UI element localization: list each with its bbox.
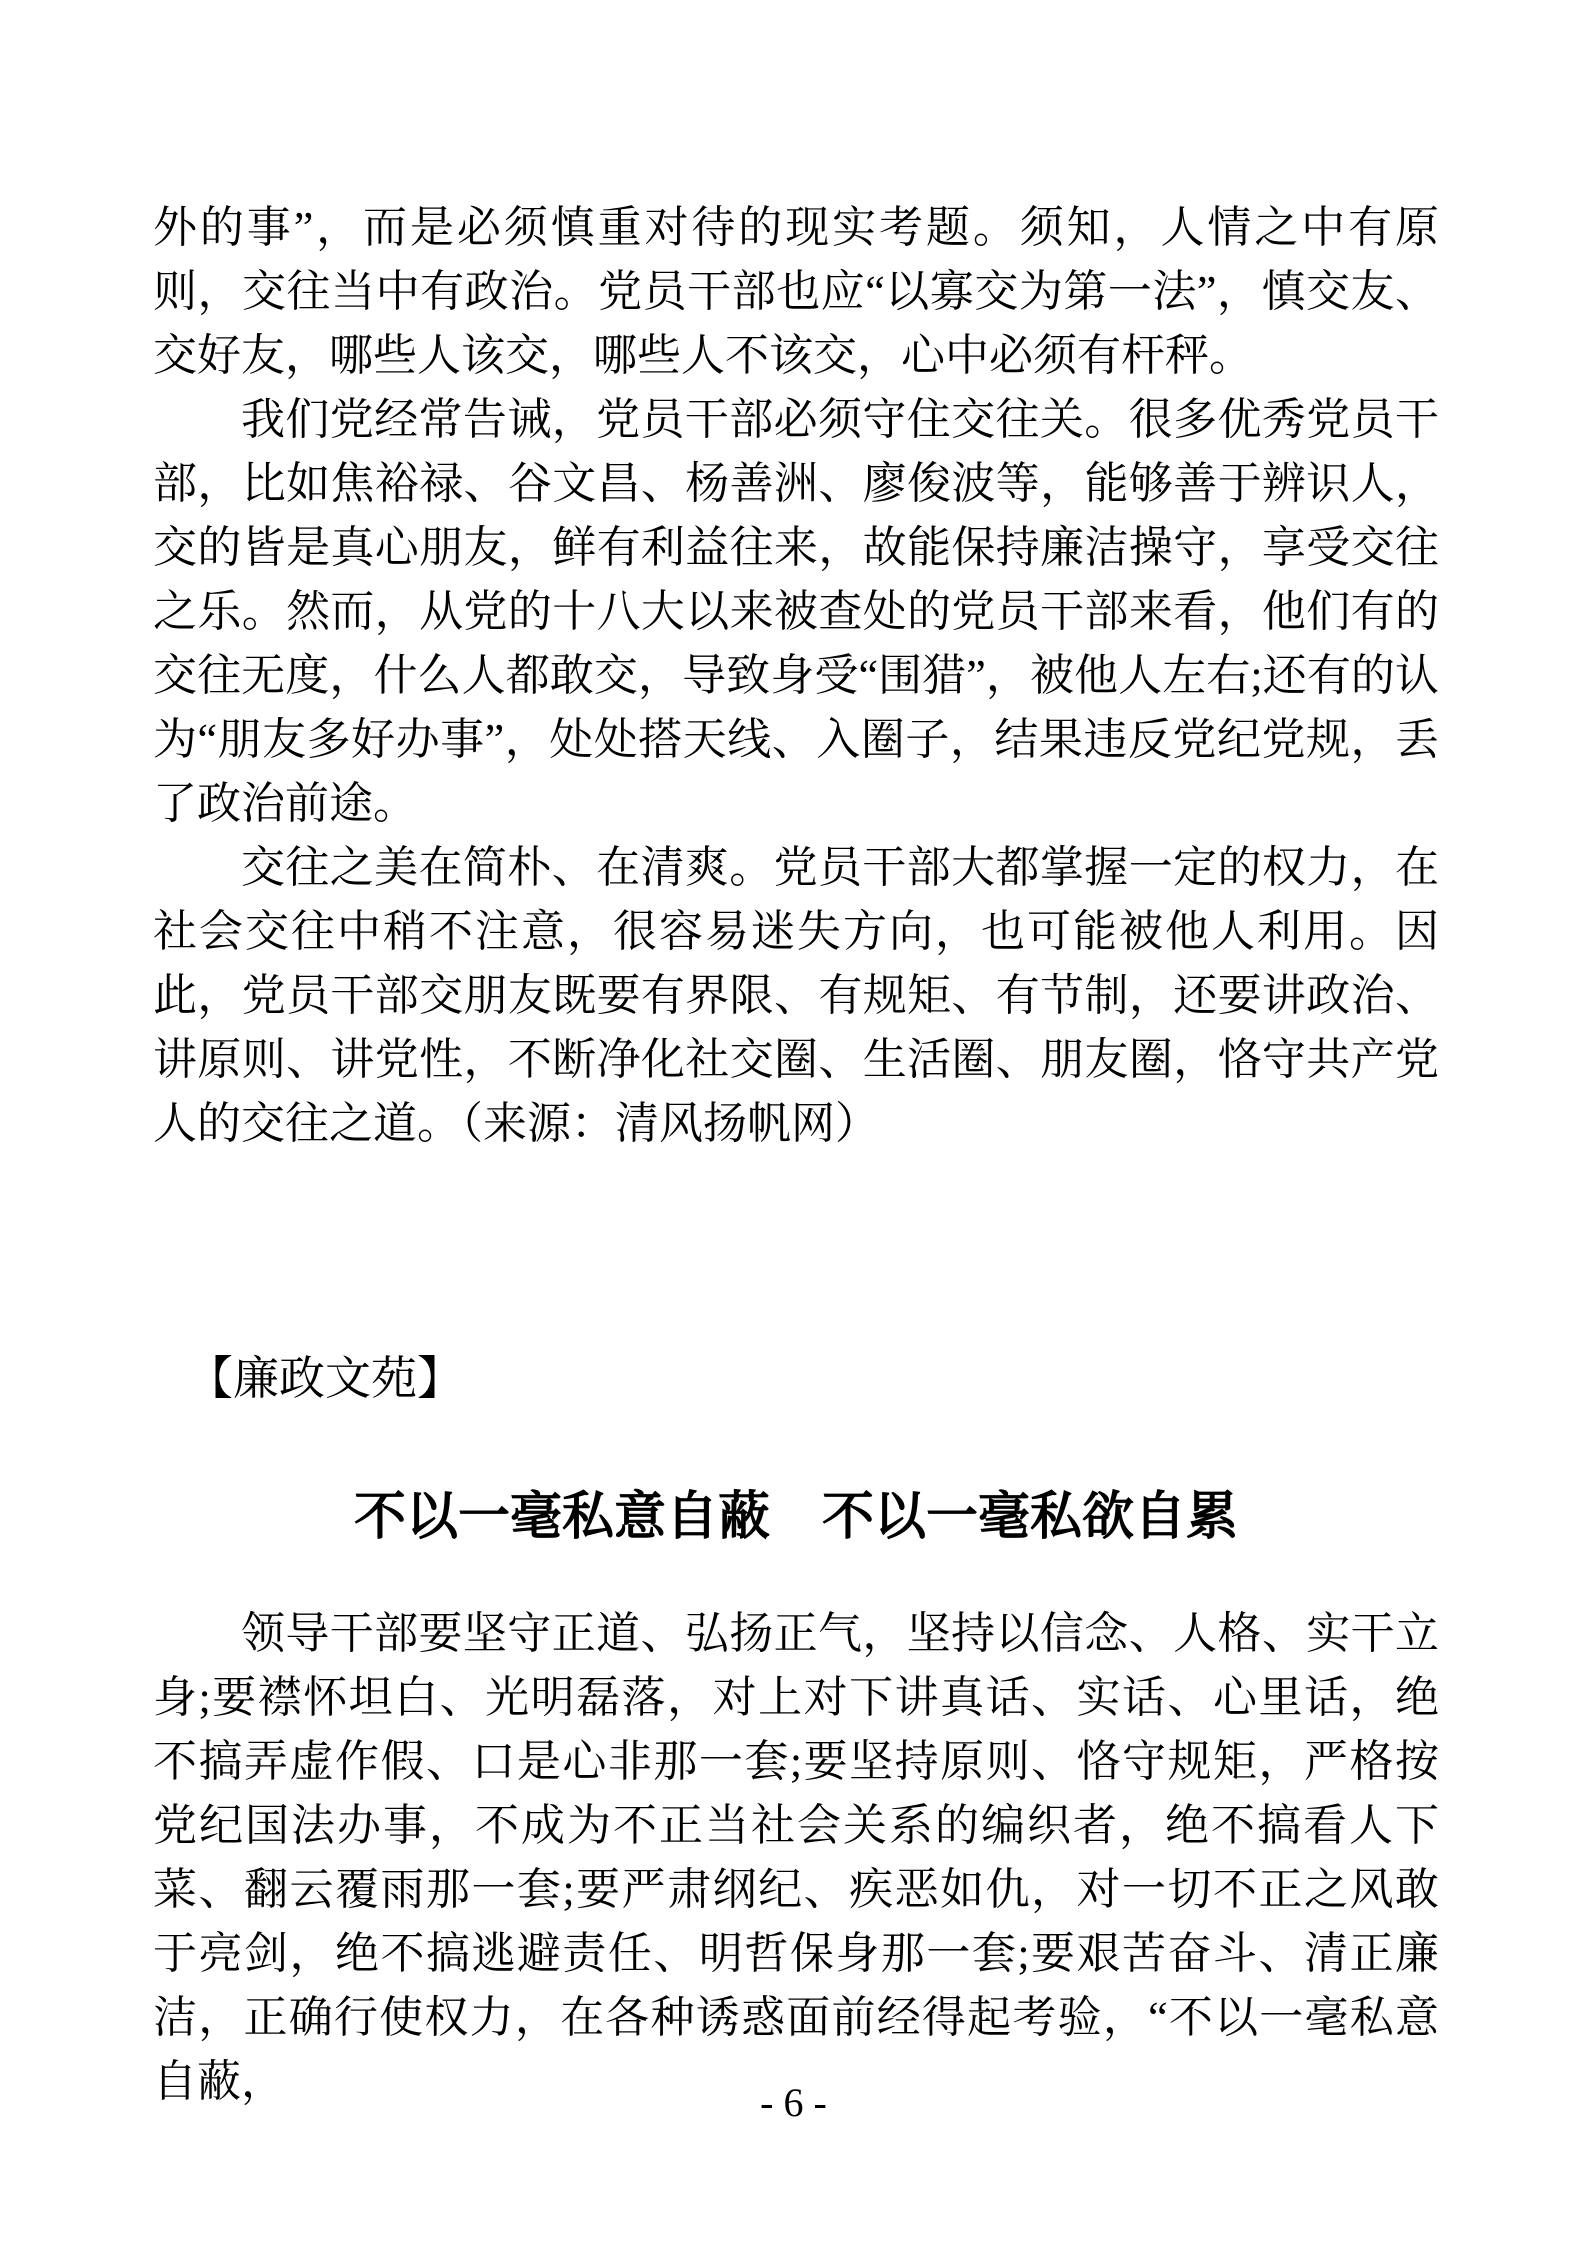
paragraph-continuation: 外的事”，而是必须慎重对待的现实考题。须知，人情之中有原则，交往当中有政治。党员干部也应“以寡交为第一法”，慎交友、交好友，哪些人该交，哪些人不该交，心中必须有杆秤。 <box>153 203 1439 380</box>
section-header: 【廉政文苑】 <box>187 1353 463 1404</box>
article-title: 不以一毫私意自蔽 不以一毫私欲自累 <box>353 1489 1238 1546</box>
paragraph: 领导干部要坚守正道、弘扬正气，坚持以信念、人格、实干立身;要襟怀坦白、光明磊落，对上对下讲真话、实话、心里话，绝不搞弄虚作假、口是心非那一套;要坚持原则、恪守规矩，严格按党纪国法办事，不成为不正当社会关系的编织者，绝不搞看人下菜、翻云覆雨那一套;要严肃纲纪、疾恶如仇，对一切不正之风敢于亮剑，绝不搞逃避责任、明哲保身那一套;要艰苦奋斗、清正廉洁，正确行使权力，在各种诱惑面前经得起考验，“不以一毫私意自蔽， <box>153 1609 1439 2106</box>
page-number: - 6 - <box>760 2080 827 2125</box>
section-article-body <box>153 1602 1439 2114</box>
paragraph: 交往之美在简朴、在清爽。党员干部大都掌握一定的权力，在社会交往中稍不注意，很容易迷失方向，也可能被他人利用。因此，党员干部交朋友既要有界限、有规矩、有节制，还要讲政治、讲原则、讲党性，不断净化社交圈、生活圈、朋友圈，恪守共产党人的交往之道。（来源：清风扬帆网） <box>153 843 1439 1148</box>
continued-article-body <box>153 196 1439 1156</box>
paragraph: 我们党经常告诫，党员干部必须守住交往关。很多优秀党员干部，比如焦裕禄、谷文昌、杨善洲、廖俊波等，能够善于辨识人，交的皆是真心朋友，鲜有利益往来，故能保持廉洁操守，享受交往之乐。然而，从党的十八大以来被查处的党员干部来看，他们有的交往无度，什么人都敢交，导致身受“围猎”，被他人左右;还有的认为“朋友多好办事”，处处搭天线、入圈子，结果违反党纪党规，丢了政治前途。 <box>153 395 1439 828</box>
